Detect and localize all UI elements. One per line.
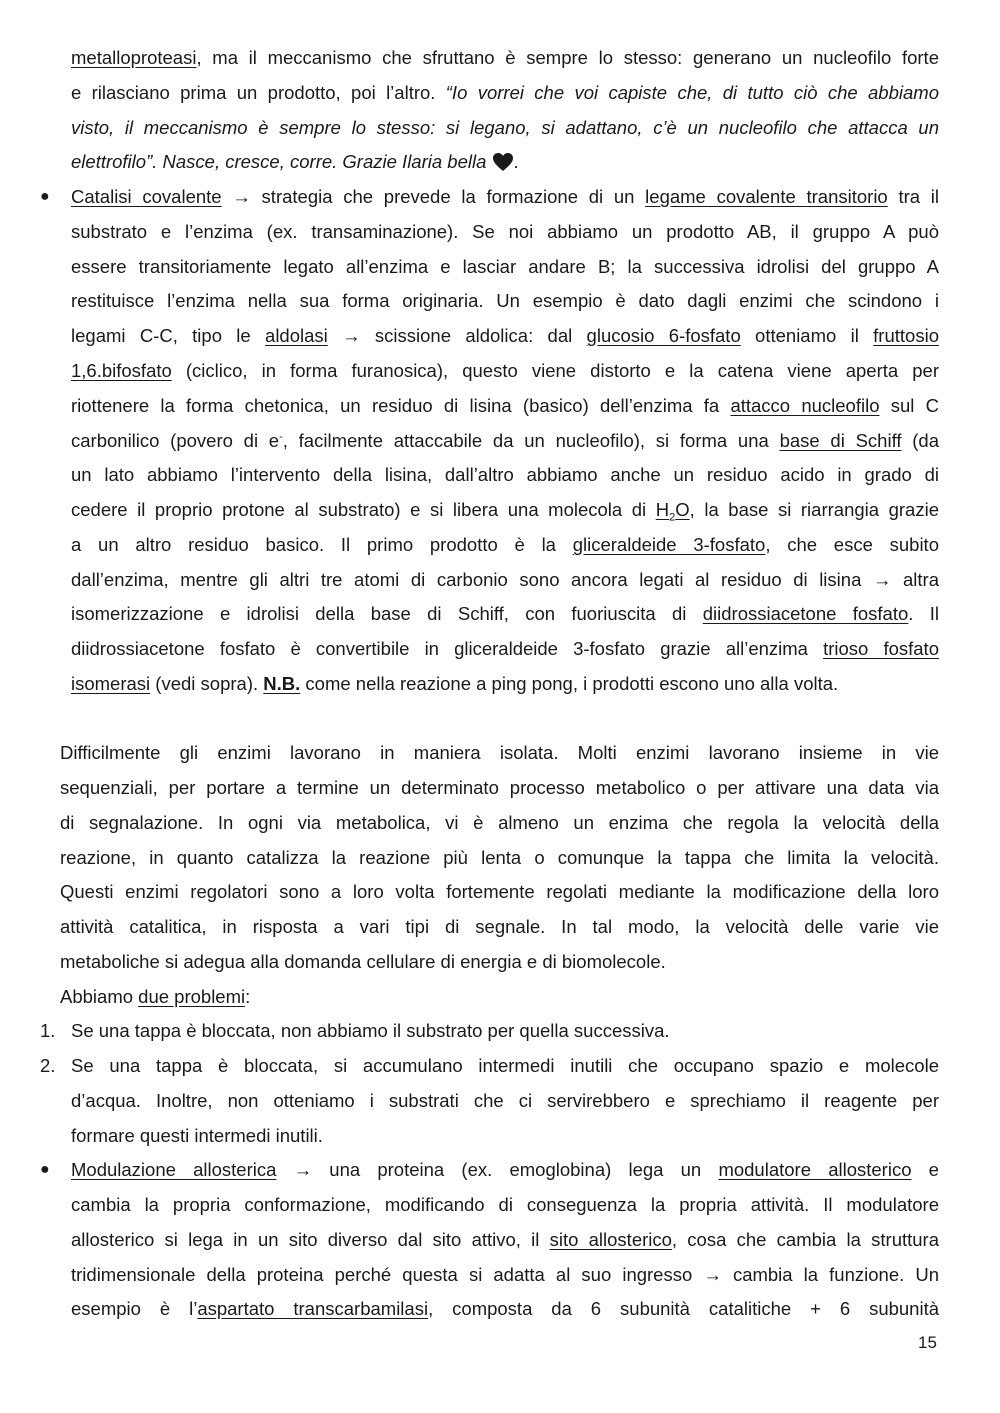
text-span: , facilmente attaccabile da un nucleofilo), si forma una — [282, 430, 780, 451]
text-line: attività catalitica, in risposta a vari tipi di segnale. In tal modo, la velocità delle varie vie — [60, 916, 939, 937]
text-span: , ma il meccanismo che sfruttano è sempre lo stesso: generano un nucleofilo forte — [196, 47, 939, 68]
quote-line: visto, il meccanismo è sempre lo stesso: si legano, si adattano, c’è un nucleofilo che attacca un — [71, 117, 939, 138]
text-span: e rilasciano prima un prodotto, poi l’altro. — [71, 82, 446, 103]
list-number: 1. — [40, 1020, 56, 1041]
text-span: , che esce subito — [765, 534, 939, 555]
underlined-term: 1,6.bifosfato — [71, 360, 172, 381]
text-line: Difficilmente gli enzimi lavorano in maniera isolata. Molti enzimi lavorano insieme in vie — [60, 742, 939, 763]
text-line: dall’enzima, mentre gli altri tre atomi di carbonio sono ancora legati al residuo di lisina → altra — [71, 569, 939, 590]
text-line: di segnalazione. In ogni via metabolica, vi è almeno un enzima che regola la velocità della — [60, 812, 939, 833]
text-span: , cosa che cambia la struttura — [671, 1229, 940, 1250]
text-span: allosterico si lega in un sito diverso dal sito attivo, il — [71, 1229, 550, 1250]
subscript: 2 — [669, 511, 676, 524]
list-number: 2. — [40, 1055, 56, 1076]
underlined-term: aspartato transcarbamilasi — [197, 1298, 429, 1319]
text-span: → strategia che prevede la formazione di un — [221, 186, 646, 207]
text-line — [71, 1223, 939, 1257]
text-span: , la base si riarrangia grazie — [689, 499, 939, 520]
underlined-term: trioso fosfato — [823, 638, 939, 659]
text-line — [60, 980, 939, 1014]
underlined-term: modulatore allosterico — [718, 1159, 912, 1180]
text-span: (ciclico, in forma furanosica), questo viene distorto e la catena viene aperta per — [171, 360, 939, 381]
text-line — [71, 1153, 939, 1187]
text-span: → scissione aldolica: dal — [327, 325, 587, 346]
text-span: . — [513, 151, 519, 172]
text-line — [71, 145, 939, 179]
quote-text: “Io vorrei che voi capiste che, di tutto ciò che abbiamo — [445, 82, 939, 103]
list-item-continued: formare questi intermedi inutili. — [71, 1125, 323, 1146]
underlined-term: aldolasi — [265, 325, 328, 346]
text-line — [71, 389, 939, 423]
formula-part: O — [675, 499, 690, 520]
bullet-point: ● — [40, 1161, 50, 1178]
text-line: essere transitoriamente legato all’enzima e lasciar andare B; la successiva idrolisi del gruppo A — [71, 256, 939, 277]
underlined-term: gliceraldeide 3-fosfato — [572, 534, 766, 555]
text-span: , composta da 6 subunità catalitiche + 6 subunità — [428, 1298, 940, 1319]
underlined-term: Catalisi covalente — [71, 186, 222, 207]
text-span: tra il — [887, 186, 939, 207]
text-span: riottenere la forma chetonica, un residuo di lisina (basico) dell’enzima fa — [71, 395, 731, 416]
text-line: substrato e l’enzima (ex. transaminazione). Se noi abbiamo un prodotto AB, il gruppo A può — [71, 221, 939, 242]
underlined-term: attacco nucleofilo — [730, 395, 880, 416]
underlined-term: diidrossiacetone fosfato — [702, 603, 909, 624]
text-span: a un altro residuo basico. Il primo prodotto è la — [71, 534, 573, 555]
text-line — [71, 597, 939, 631]
black-heart-icon — [492, 149, 514, 183]
text-line — [71, 528, 939, 562]
underlined-term: base di Schiff — [779, 430, 902, 451]
text-span: (da — [901, 430, 940, 451]
water-formula — [655, 499, 690, 524]
text-span: (vedi sopra). — [150, 673, 264, 694]
quote-text: elettrofilo”. Nasce, cresce, corre. Grazie Ilaria bella — [71, 151, 487, 172]
list-item: Se una tappa è bloccata, non abbiamo il substrato per quella successiva. — [71, 1020, 670, 1041]
text-line — [71, 180, 939, 214]
text-span: legami C-C, tipo le — [71, 325, 266, 346]
text-line — [71, 667, 939, 701]
underlined-term: metalloproteasi — [71, 47, 197, 68]
text-line — [71, 41, 939, 75]
text-line: restituisce l’enzima nella sua forma originaria. Un esempio è dato dagli enzimi che scindono i — [71, 290, 939, 311]
nota-bene: N.B. — [263, 673, 301, 694]
text-span: : — [245, 986, 251, 1007]
formula-part: H — [655, 499, 670, 520]
text-line — [71, 76, 939, 110]
text-line: metaboliche si adegua alla domanda cellulare di energia e di biomolecole. — [60, 951, 666, 972]
text-line: un lato abbiamo l’intervento della lisina, dall’altro abbiamo anche un residuo acido in grado di — [71, 464, 939, 485]
text-line — [71, 1292, 939, 1326]
text-span: otteniamo il — [740, 325, 874, 346]
underlined-term: Modulazione allosterica — [71, 1159, 277, 1180]
page-number: 15 — [918, 1333, 937, 1352]
text-line — [71, 354, 939, 388]
list-item: Se una tappa è bloccata, si accumulano intermedi inutili che occupano spazio e molecole — [71, 1055, 939, 1076]
text-span: esempio è l’ — [71, 1298, 198, 1319]
bullet-point: ● — [40, 188, 50, 205]
text-span: → una proteina (ex. emoglobina) lega un — [276, 1159, 719, 1180]
text-span: carbonilico (povero di e — [71, 430, 280, 451]
underlined-term: fruttosio — [873, 325, 939, 346]
text-line: sequenziali, per portare a termine un determinato processo metabolico o per attivare una data via — [60, 777, 939, 798]
text-line: tridimensionale della proteina perché questa si adatta al suo ingresso → cambia la funzione. Un — [71, 1264, 939, 1285]
underlined-term: sito allosterico — [549, 1229, 672, 1250]
text-span: isomerizzazione e idrolisi della base di Schiff, con fuoriuscita di — [71, 603, 703, 624]
text-span: come nella reazione a ping pong, i prodotti escono uno alla volta. — [300, 673, 839, 694]
text-line: cambia la propria conformazione, modificando di conseguenza la propria attività. Il modulatore — [71, 1194, 939, 1215]
underlined-term: glucosio 6-fosfato — [586, 325, 741, 346]
list-item-continued: d’acqua. Inoltre, non otteniamo i substrati che ci servirebbero e sprechiamo il reagente per — [71, 1090, 939, 1111]
text-line — [71, 632, 939, 666]
text-span: cedere il proprio protone al substrato) e si libera una molecola di — [71, 499, 656, 520]
text-span: e — [911, 1159, 939, 1180]
text-span: . Il — [908, 603, 939, 624]
underlined-term: due problemi — [138, 986, 246, 1007]
underlined-term: isomerasi — [71, 673, 151, 694]
text-line: reazione, in quanto catalizza la reazione più lenta o comunque la tappa che limita la velocità. — [60, 847, 939, 868]
text-line — [71, 493, 939, 527]
superscript: - — [279, 430, 283, 443]
underlined-term: legame covalente transitorio — [645, 186, 888, 207]
text-line: Questi enzimi regolatori sono a loro volta fortemente regolati mediante la modificazione della loro — [60, 881, 939, 902]
text-span: diidrossiacetone fosfato è convertibile in gliceraldeide 3-fosfato grazie all’enzima — [71, 638, 824, 659]
text-span: sul C — [879, 395, 939, 416]
text-line — [71, 424, 939, 458]
text-line — [71, 319, 939, 353]
text-span: Abbiamo — [60, 986, 139, 1007]
